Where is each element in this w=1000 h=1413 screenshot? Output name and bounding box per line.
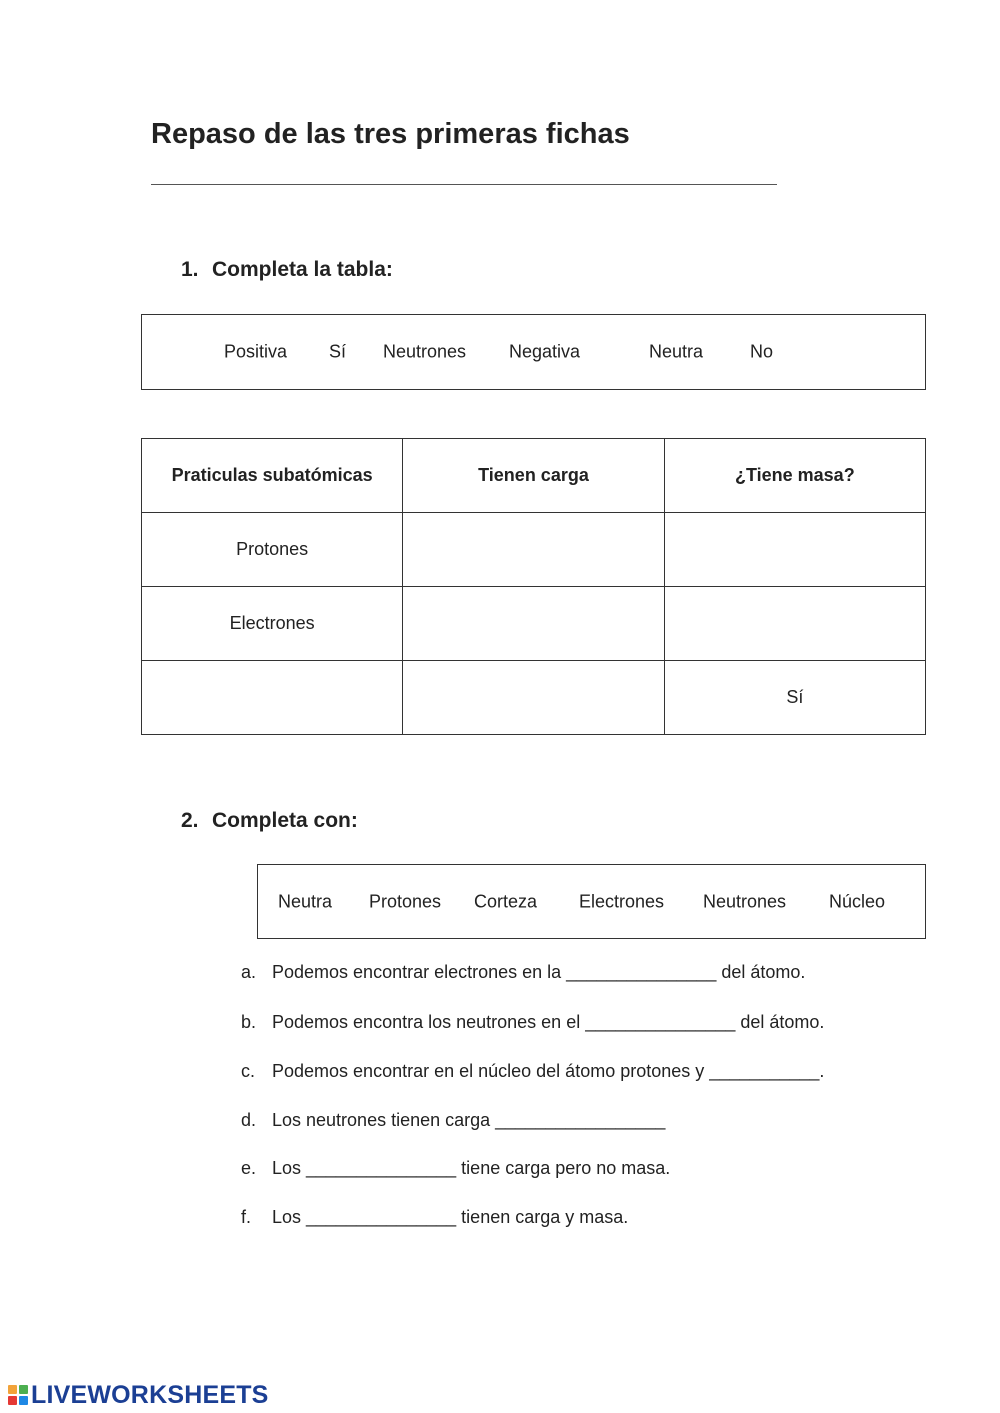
item-text: Podemos encontrar electrones en la _______________ del átomo. — [272, 962, 806, 982]
word-bank-2-word: Núcleo — [829, 891, 886, 911]
word-bank-2-word: Protones — [369, 891, 442, 911]
word-bank-1-word: Positiva — [224, 341, 288, 362]
table-row — [142, 587, 926, 661]
section-2-heading — [181, 809, 358, 833]
word-bank-2-word: Corteza — [474, 891, 538, 911]
word-bank-2-word: Electrones — [579, 891, 665, 911]
item-letter: c. — [241, 1061, 256, 1081]
title-underline — [151, 184, 777, 185]
table-row — [142, 513, 926, 587]
brand-name: LIVEWORKSHEETS — [31, 1380, 269, 1409]
word-bank-1-word: Neutra — [649, 341, 704, 362]
table-answer-cell[interactable] — [403, 513, 664, 587]
table-cell: Electrones — [142, 587, 403, 661]
word-bank-2-word: Neutrones — [703, 891, 787, 911]
table-answer-cell[interactable] — [664, 513, 925, 587]
logo-square — [19, 1385, 28, 1394]
item-text: Podemos encontra los neutrones en el _______________ del átomo. — [272, 1012, 825, 1032]
logo-square — [19, 1396, 28, 1405]
word-bank-1-word: No — [750, 341, 774, 362]
table-answer-cell[interactable] — [664, 587, 925, 661]
logo-icon — [8, 1385, 28, 1405]
list-item — [241, 1012, 824, 1033]
section-2-number: 2. — [181, 809, 199, 832]
table-header-cell: ¿Tiene masa? — [664, 439, 925, 513]
word-bank-2 — [257, 864, 926, 939]
word-bank-1-word: Neutrones — [383, 341, 467, 362]
particles-table — [141, 438, 926, 735]
logo-square — [8, 1396, 17, 1405]
table-cell: Protones — [142, 513, 403, 587]
table-cell: Sí — [664, 661, 925, 735]
logo-square — [8, 1385, 17, 1394]
table-answer-cell[interactable] — [142, 661, 403, 735]
word-bank-1-word: Sí — [329, 341, 347, 362]
item-text: Los _______________ tiene carga pero no masa. — [272, 1158, 671, 1178]
item-text: Podemos encontrar en el núcleo del átomo protones y ___________. — [272, 1061, 825, 1081]
table-header-row — [142, 439, 926, 513]
item-letter: f. — [241, 1207, 252, 1227]
item-letter: b. — [241, 1012, 257, 1032]
item-text: Los neutrones tienen carga _________________ — [272, 1110, 666, 1130]
item-letter: a. — [241, 962, 257, 982]
item-text: Los _______________ tienen carga y masa. — [272, 1207, 629, 1227]
section-2-title: Completa con: — [212, 809, 358, 832]
table-header-cell: Tienen carga — [403, 439, 664, 513]
word-bank-1 — [141, 314, 926, 390]
table-answer-cell[interactable] — [403, 661, 664, 735]
section-1-heading — [181, 258, 393, 282]
item-letter: e. — [241, 1158, 257, 1178]
list-item — [241, 1207, 628, 1228]
table-row — [142, 661, 926, 735]
list-item — [241, 1110, 665, 1131]
list-item — [241, 1061, 824, 1082]
liveworksheets-logo — [8, 1380, 269, 1410]
item-letter: d. — [241, 1110, 257, 1130]
table-answer-cell[interactable] — [403, 587, 664, 661]
section-1-title: Completa la tabla: — [212, 258, 393, 281]
section-1-number: 1. — [181, 258, 199, 281]
page-title: Repaso de las tres primeras fichas — [151, 118, 630, 150]
table-header-cell: Praticulas subatómicas — [142, 439, 403, 513]
list-item — [241, 1158, 670, 1179]
word-bank-2-word: Neutra — [278, 891, 333, 911]
list-item — [241, 962, 805, 983]
word-bank-1-word: Negativa — [509, 341, 581, 362]
